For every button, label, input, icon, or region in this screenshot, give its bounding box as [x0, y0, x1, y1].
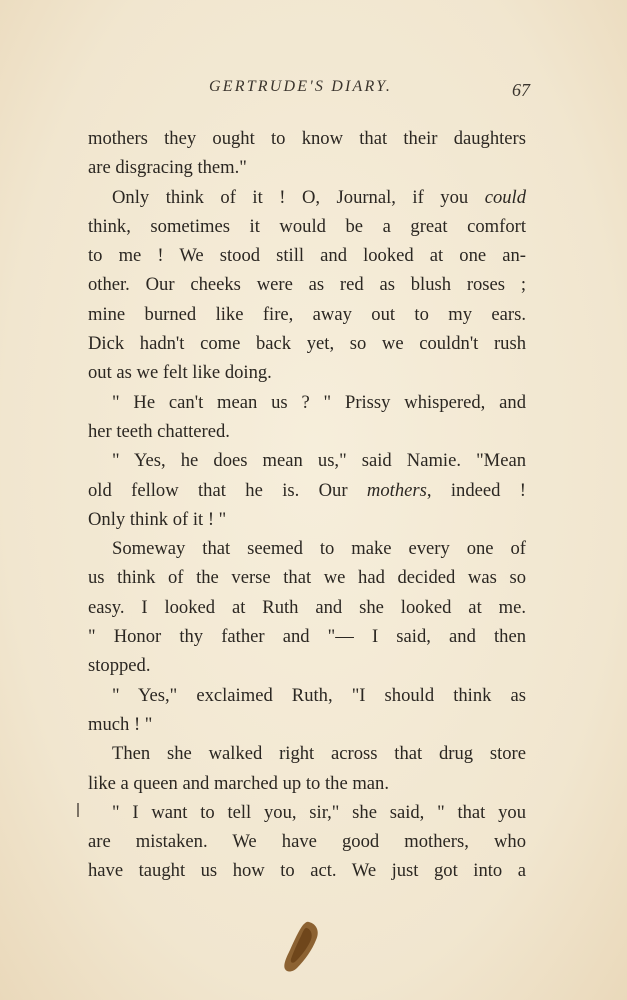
text-line: mothers they ought to know that their daughters — [88, 128, 526, 149]
text-line: have taught us how to act. We just got into a — [88, 860, 526, 882]
text-line: " Honor thy father and "— I said, and then — [88, 626, 526, 648]
text-line: much ! " — [88, 713, 153, 735]
text-line: Then she walked right across that drug store — [112, 743, 526, 765]
text-line: like a queen and marched up to the man. — [88, 772, 390, 794]
text-line: Someway that seemed to make every one of — [112, 538, 526, 560]
ink-stain — [283, 920, 321, 974]
text-line: her teeth chattered. — [88, 420, 230, 442]
text-line: " He can't mean us ? " Prissy whispered, and — [112, 391, 526, 413]
text-line: out as we felt like doing. — [88, 362, 272, 384]
text-line: " Yes," exclaimed Ruth, "I should think as — [112, 684, 526, 706]
text-line: think, sometimes it would be a great comfort — [88, 215, 526, 237]
text-line: Only think of it ! " — [88, 508, 227, 530]
text-line: other. Our cheeks were as red as blush roses ; — [88, 274, 526, 296]
text-line: easy. I looked at Ruth and she looked at me. — [88, 596, 526, 618]
margin-mark — [77, 803, 79, 817]
page-header — [0, 78, 627, 104]
text-line: stopped. — [88, 655, 151, 677]
running-title: GERTRUDE'S DIARY. — [209, 78, 393, 95]
text-line: " I want to tell you, sir," she said, " that you — [112, 801, 526, 823]
text-line: " Yes, he does mean us," said Namie. "Mean — [112, 450, 526, 472]
text-line: Dick hadn't come back yet, so we couldn't rush — [88, 333, 526, 355]
text-line: are disgracing them." — [88, 157, 247, 179]
text-line: mine burned like fire, away out to my ears. — [88, 303, 526, 325]
text-line: are mistaken. We have good mothers, who — [88, 831, 526, 853]
body-text — [88, 124, 526, 886]
page-number: 67 — [512, 80, 530, 100]
text-line: us think of the verse that we had decided was so — [88, 567, 526, 589]
text-line: Only think of it ! O, Journal, if you could — [112, 186, 526, 208]
text-line: old fellow that he is. Our mothers, indeed ! — [88, 479, 526, 501]
text-line: to me ! We stood still and looked at one an- — [88, 245, 526, 267]
